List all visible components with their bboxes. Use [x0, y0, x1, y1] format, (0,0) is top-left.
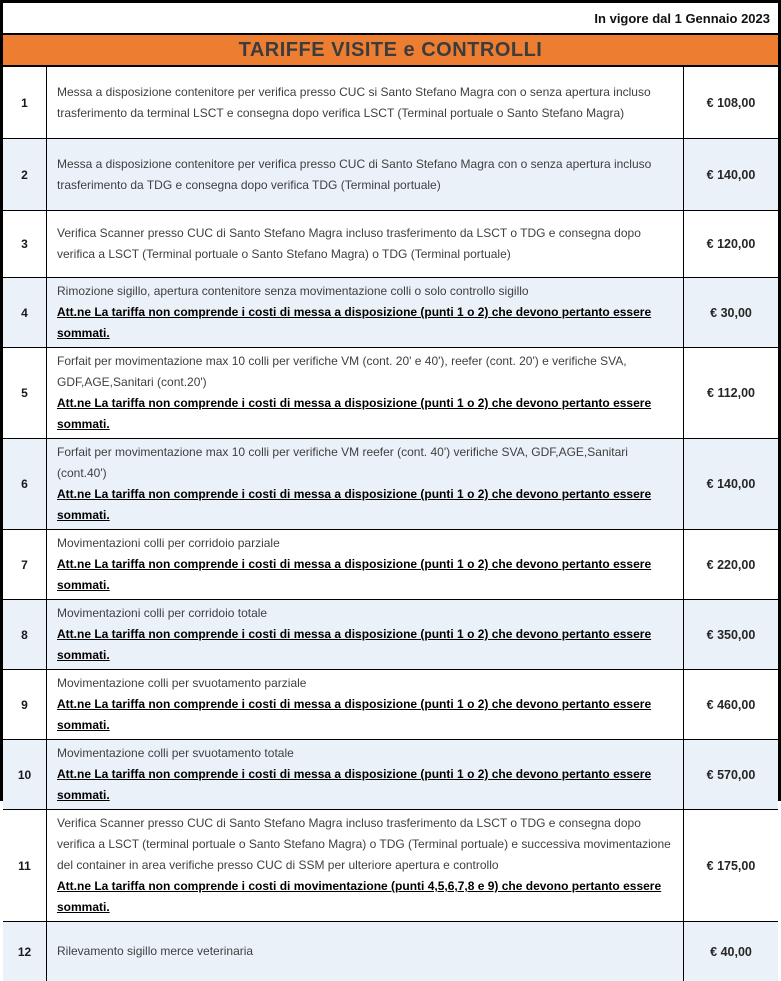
row-price-cell: € 120,00 [706, 237, 756, 251]
row-description-cell [47, 810, 684, 921]
table-row [3, 670, 778, 740]
row-number-cell: 7 [3, 530, 47, 599]
row-description-text: Movimentazioni colli per corridoio totale [57, 606, 268, 620]
row-number-cell: 2 [3, 139, 47, 210]
row-attention-note: Att.ne La tariffa non comprende i costi di messa a disposizione (punti 1 o 2) che devono pertanto essere sommati. [57, 305, 652, 340]
row-number-cell: 12 [3, 922, 47, 981]
row-price-cell: € 220,00 [706, 557, 756, 572]
row-description-text: Forfait per movimentazione max 10 colli per verifiche VM reefer (cont. 40') verifiche SVA, GDF,AGE,Sanitari (cont.40') [57, 445, 628, 480]
table-row [3, 67, 778, 139]
row-price-cell: € 175,00 [706, 858, 756, 873]
row-description-cell [47, 211, 684, 277]
row-description-text: Movimentazioni colli per corridoio parziale [57, 536, 280, 550]
row-description-cell [47, 530, 684, 599]
row-attention-note: Att.ne La tariffa non comprende i costi di movimentazione (punti 4,5,6,7,8 e 9) che devono pertanto essere sommati. [57, 879, 662, 914]
table-row [3, 278, 778, 348]
row-number-cell: 1 [3, 67, 47, 138]
row-description-cell [47, 670, 684, 739]
row-description-cell [47, 67, 684, 138]
table-row [3, 139, 778, 211]
row-description-cell [47, 139, 684, 210]
row-description-text: Movimentazione colli per svuotamento parziale [57, 676, 307, 690]
row-number-cell: 8 [3, 600, 47, 669]
row-price-cell: € 112,00 [707, 386, 755, 400]
table-row [3, 530, 778, 600]
row-description-text: Messa a disposizione contenitore per verifica presso CUC di Santo Stefano Magra con o senza apertura incluso trasferimento da TDG e consegna dopo verifica TDG (Terminal portuale) [57, 156, 652, 192]
row-price-cell: € 570,00 [706, 767, 756, 782]
row-number-cell: 3 [3, 211, 47, 277]
row-description-text: Forfait per movimentazione max 10 colli per verifiche VM (cont. 20' e 40'), reefer (cont. 20') e verifiche SVA, GDF,AGE,Sanitari (cont.20') [57, 354, 627, 389]
row-price-cell: € 460,00 [706, 697, 756, 712]
row-description-text: Messa a disposizione contenitore per verifica presso CUC si Santo Stefano Magra con o senza apertura incluso trasferimento da terminal LSCT e consegna dopo verifica LSCT (Terminal portuale o Santo Stefano Magra) [57, 84, 651, 120]
table-row [3, 922, 778, 981]
row-description-text: Rimozione sigillo, apertura contenitore senza movimentazione colli o solo controllo sigillo [57, 284, 529, 298]
row-description-cell [47, 600, 684, 669]
row-description-text: Rilevamento sigillo merce veterinaria [57, 944, 254, 958]
page-title: TARIFFE VISITE e CONTROLLI [238, 38, 543, 61]
row-description-text: Verifica Scanner presso CUC di Santo Stefano Magra incluso trasferimento da LSCT o TDG e consegna dopo verifica a LSCT (Terminal portuale o Santo Stefano Magra) o TDG (Terminal portuale) [57, 226, 641, 261]
row-price-cell: € 350,00 [706, 627, 756, 642]
row-attention-note: Att.ne La tariffa non comprende i costi di messa a disposizione (punti 1 o 2) che devono pertanto essere sommati. [57, 396, 652, 431]
row-attention-note: Att.ne La tariffa non comprende i costi di messa a disposizione (punti 1 o 2) che devono pertanto essere sommati. [57, 627, 652, 662]
row-price-cell: € 108,00 [706, 95, 756, 110]
row-description-cell [47, 348, 684, 438]
effective-date-text: In vigore dal 1 Gennaio 2023 [594, 10, 770, 26]
row-description-text: Movimentazione colli per svuotamento totale [57, 746, 294, 760]
row-attention-note: Att.ne La tariffa non comprende i costi di messa a disposizione (punti 1 o 2) che devono pertanto essere sommati. [57, 487, 652, 522]
row-description-cell [47, 278, 684, 347]
table-row [3, 439, 778, 530]
row-number-cell: 11 [3, 810, 47, 921]
row-description-cell [47, 740, 684, 809]
row-description-text: Verifica Scanner presso CUC di Santo Stefano Magra incluso trasferimento da LSCT o TDG e consegna dopo verifica a LSCT (terminal portuale o Santo Stefano Magra) o TDG (Terminal portuale) e successiva movimentazione del container in area verifiche presso CUC di SSM per ulteriore apertura e controllo [57, 816, 671, 872]
tariff-table [3, 67, 778, 981]
row-attention-note: Att.ne La tariffa non comprende i costi di messa a disposizione (punti 1 o 2) che devono pertanto essere sommati. [57, 767, 652, 802]
table-row [3, 348, 778, 439]
title-banner [3, 33, 778, 67]
row-number-cell: 10 [3, 740, 47, 809]
row-price-cell: € 140,00 [706, 167, 756, 182]
row-description-cell [47, 439, 684, 529]
row-description-cell [47, 922, 684, 981]
table-row [3, 810, 778, 922]
table-row [3, 740, 778, 810]
row-attention-note: Att.ne La tariffa non comprende i costi di messa a disposizione (punti 1 o 2) che devono pertanto essere sommati. [57, 697, 652, 732]
row-attention-note: Att.ne La tariffa non comprende i costi di messa a disposizione (punti 1 o 2) che devono pertanto essere sommati. [57, 557, 652, 592]
row-number-cell: 6 [3, 439, 47, 529]
row-number-cell: 9 [3, 670, 47, 739]
table-row [3, 600, 778, 670]
row-price-cell: € 40,00 [710, 944, 752, 959]
row-number-cell: 5 [3, 348, 47, 438]
table-row [3, 211, 778, 278]
row-price-cell: € 140,00 [706, 477, 756, 491]
effective-date-bar [3, 3, 778, 33]
row-price-cell: € 30,00 [710, 305, 752, 320]
row-number-cell: 4 [3, 278, 47, 347]
